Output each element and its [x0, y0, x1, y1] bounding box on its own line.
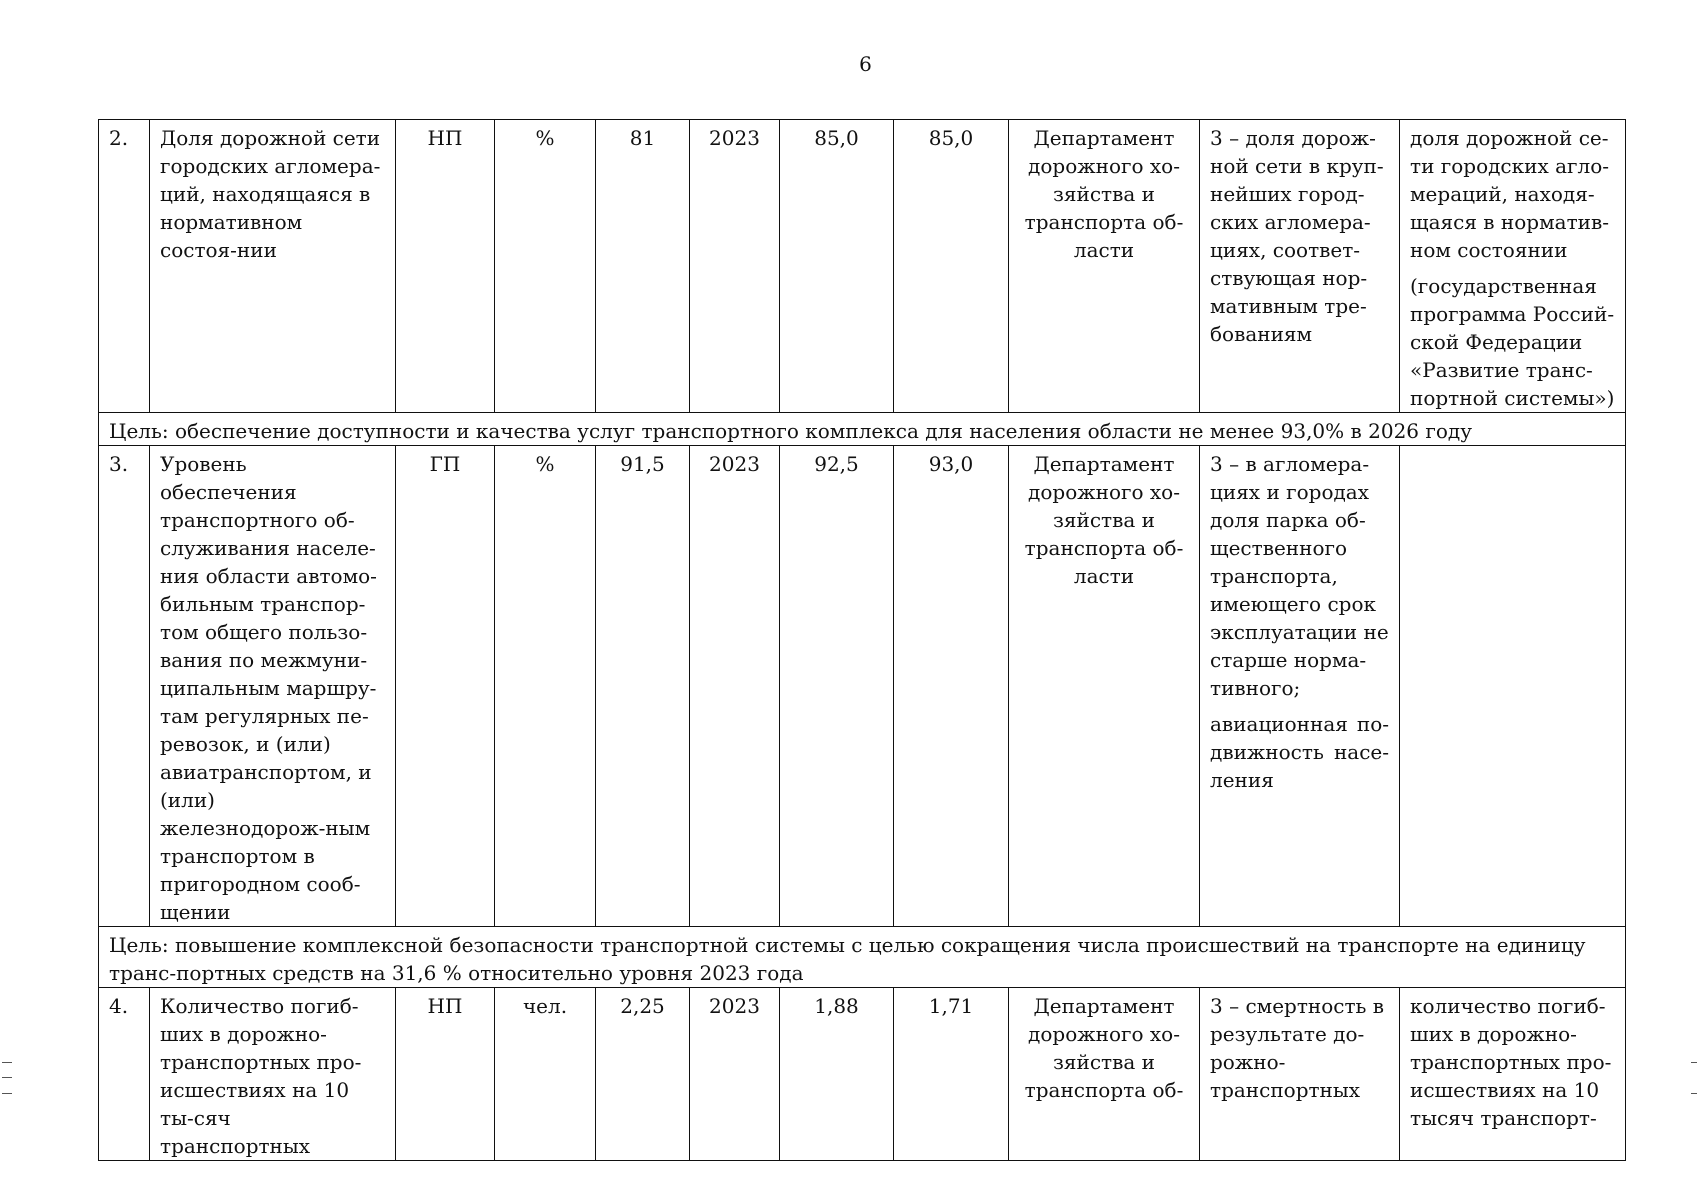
base-value: 81: [596, 120, 690, 413]
link-paragraph: авиационная по-движность насе-ления: [1210, 712, 1389, 792]
unit: %: [495, 120, 596, 413]
base-year: 2023: [690, 446, 780, 927]
indicator-type: НП: [396, 988, 495, 1161]
table-row: [99, 988, 1626, 1161]
indicator-name: Количество погиб-ших в дорожно-транспортных про-исшествиях на 10 ты-сяч транспортных: [150, 988, 396, 1161]
unit: %: [495, 446, 596, 927]
goal-text: Цель: обеспечение доступности и качества услуг транспортного комплекса для населения области не менее 93,0% в 2026 году: [99, 413, 1626, 446]
national-goal-link: [1200, 446, 1400, 927]
federal-paragraph: доля дорожной се-ти городских агло-мераций, находя-щаяся в норматив-ном состоянии: [1410, 126, 1610, 262]
link-paragraph: 3 – в агломера-циях и городах доля парка об-щественного транспорта, имеющего срок эксплуатации не старше норма-тивного;: [1210, 452, 1389, 700]
base-value: 91,5: [596, 446, 690, 927]
value-b: 1,71: [894, 988, 1009, 1161]
responsible: Департамент дорожного хо-зяйства и транспорта об-: [1009, 988, 1200, 1161]
national-goal-link: [1200, 120, 1400, 413]
value-b: 93,0: [894, 446, 1009, 927]
goal-row: [99, 927, 1626, 988]
table-row: [99, 120, 1626, 413]
link-paragraph: 3 – смертность в результате до-рожно-транспортных: [1210, 994, 1385, 1102]
base-year: 2023: [690, 120, 780, 413]
responsible: Департамент дорожного хо-зяйства и транспорта об-ласти: [1009, 120, 1200, 413]
value-b: 85,0: [894, 120, 1009, 413]
page-number: 6: [859, 52, 872, 76]
row-number: 3.: [99, 446, 150, 927]
indicator-name: Уровень обеспечения транспортного об-служивания населе-ния области автомо-бильным транспор-том общего пользо-вания по межмуни-ципальным маршру-там регулярных пе-ревозок, и (или) авиатранспортом, и (или) железнодорож-ным транспортом в пригородном сооб-щении: [150, 446, 396, 927]
indicator-type: НП: [396, 120, 495, 413]
base-year: 2023: [690, 988, 780, 1161]
national-goal-link: [1200, 988, 1400, 1161]
row-number: 4.: [99, 988, 150, 1161]
value-a: 92,5: [780, 446, 894, 927]
link-paragraph: 3 – доля дорож-ной сети в круп-нейших город-ских агломера-циях, соответ-ствующая нор-мативным тре-бованиям: [1210, 126, 1384, 346]
table-row: [99, 446, 1626, 927]
federal-indicator: [1400, 988, 1626, 1161]
indicators-table: [98, 119, 1626, 1161]
goal-text: Цель: повышение комплексной безопасности транспортной системы с целью сокращения числа происшествий на транспорте на единицу транс-портных средств на 31,6 % относительно уровня 2023 года: [99, 927, 1626, 988]
value-a: 1,88: [780, 988, 894, 1161]
scan-edge-mark: [1691, 1062, 1697, 1094]
responsible: Департамент дорожного хо-зяйства и транспорта об-ласти: [1009, 446, 1200, 927]
unit: чел.: [495, 988, 596, 1161]
indicator-name: Доля дорожной сети городских агломера-ций, находящаяся в нормативном состоя-нии: [150, 120, 396, 413]
row-number: 2.: [99, 120, 150, 413]
scan-edge-mark: [2, 1062, 12, 1094]
federal-paragraph: (государственная программа Россий-ской Федерации «Развитие транс-портной системы»): [1410, 274, 1615, 410]
federal-indicator: [1400, 446, 1626, 927]
goal-row: [99, 413, 1626, 446]
federal-paragraph: количество погиб-ших в дорожно-транспортных про-исшествиях на 10 тысяч транспорт-: [1410, 994, 1612, 1130]
value-a: 85,0: [780, 120, 894, 413]
base-value: 2,25: [596, 988, 690, 1161]
federal-indicator: [1400, 120, 1626, 413]
indicator-type: ГП: [396, 446, 495, 927]
